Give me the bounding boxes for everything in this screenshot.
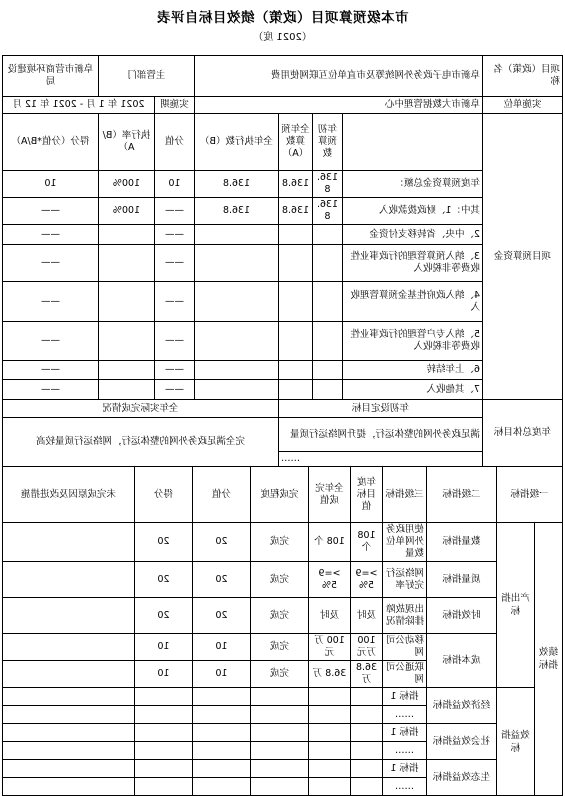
funds-initial: 136.8: [313, 171, 343, 198]
perf-value: 20: [192, 598, 250, 634]
funds-score: ——: [2, 322, 98, 361]
benefit-l2: 生态效益指标: [426, 760, 496, 796]
perf-target: 36.8 万: [350, 661, 382, 688]
funds-row: [2, 171, 562, 198]
funds-exec: [194, 361, 278, 380]
funds-initial: [313, 245, 343, 282]
funds-score: ——: [2, 225, 98, 245]
funds-rate: 100%: [98, 198, 154, 225]
perf-l2: 数量指标: [426, 523, 496, 562]
perf-degree: 完成: [250, 598, 308, 634]
perf-l3: 使用政务外网单位数量: [382, 523, 426, 562]
benefit-item: 指标 1: [382, 760, 426, 778]
perf-header-reason: 未完成原因及改进措施: [2, 467, 134, 523]
perf-target: 100 万元: [350, 634, 382, 661]
perf-l3: 网络运行完好率: [382, 562, 426, 598]
perf-reason: [2, 562, 134, 598]
project-name: 阜新市电子政务外网统筹及市直单位互联网使用费: [194, 56, 482, 97]
perf-header-done: 全年完成值: [308, 467, 350, 523]
funds-score-value: ——: [154, 245, 194, 282]
perf-done: 及时: [308, 598, 350, 634]
funds-row-label: 6、上年结转: [343, 361, 483, 380]
benefit-l2: 经济效益指标: [426, 688, 496, 724]
perf-l3: 移动公司网: [382, 634, 426, 661]
perf-header-target: 年度目标值: [350, 467, 382, 523]
perf-header-l1: 一级指标: [496, 467, 562, 523]
goals-planned: 满足政务外网的整体运行，提升网络运行质量: [279, 418, 483, 452]
perf-group-label: 绩效指标: [535, 523, 563, 796]
funds-row: [2, 380, 562, 400]
perf-degree: 完成: [250, 562, 308, 598]
funds-exec: 136.8: [194, 198, 278, 225]
benefit-item: ……: [382, 706, 426, 724]
perf-reason: [2, 598, 134, 634]
funds-header-initial: 年初预算数: [313, 114, 343, 171]
period-value: 2021 年 1 月 - 2021 年 12 月: [2, 97, 154, 114]
funds-row-label: 年度预算资金总额：: [343, 171, 483, 198]
funds-score: ——: [2, 198, 98, 225]
perf-reason: [2, 634, 134, 661]
perf-row: [2, 562, 562, 598]
funds-row: [2, 225, 562, 245]
funds-initial: 136.8: [313, 198, 343, 225]
perf-degree: 完成: [250, 523, 308, 562]
perf-score: 10: [134, 661, 192, 688]
funds-exec: 136.8: [194, 171, 278, 198]
funds-rate: [98, 225, 154, 245]
funds-exec: [194, 322, 278, 361]
perf-row: [2, 523, 562, 562]
perf-l2: 时效指标: [426, 598, 496, 634]
period-label: 实施期: [154, 97, 194, 114]
funds-initial: [313, 361, 343, 380]
funds-row-label: 4、纳入政府性基金预算管理收入: [343, 282, 483, 322]
funds-score-value: 10: [154, 171, 194, 198]
funds-score: 10: [2, 171, 98, 198]
funds-score-value: ——: [154, 225, 194, 245]
perf-header-l3: 三级指标: [382, 467, 426, 523]
perf-score: 10: [134, 634, 192, 661]
perf-done: >=95%: [308, 562, 350, 598]
perf-score: 20: [134, 562, 192, 598]
benefit-item: 指标 1: [382, 724, 426, 742]
perf-l3: 出现故障排除情况: [382, 598, 426, 634]
perf-degree: 完成: [250, 634, 308, 661]
funds-row: [2, 322, 562, 361]
funds-row: [2, 198, 562, 225]
perf-value: 10: [192, 661, 250, 688]
perf-value: 10: [192, 634, 250, 661]
funds-score-value: ——: [154, 198, 194, 225]
funds-row-label: 3、纳入预算管理的行政事业性收费等非税收入: [343, 245, 483, 282]
funds-header-value: 分值: [154, 114, 194, 171]
benefit-row: [2, 724, 562, 742]
perf-reason: [2, 661, 134, 688]
funds-full: [279, 380, 313, 400]
funds-full: [279, 245, 313, 282]
funds-full: 136.8: [279, 198, 313, 225]
page-subtitle: （2021 度）: [253, 32, 312, 43]
funds-header-score: 得分（分值*B/A）: [2, 114, 98, 171]
perf-done: 108 个: [308, 523, 350, 562]
funds-row: [2, 282, 562, 322]
perf-l2: 成本指标: [426, 634, 496, 688]
benefit-item: ……: [382, 778, 426, 796]
funds-score-value: ——: [154, 282, 194, 322]
goals-section-label: 年度总体目标: [483, 400, 563, 467]
funds-exec: [194, 282, 278, 322]
performance-indicator-table: [2, 466, 563, 796]
perf-l3: 联通公司网: [382, 661, 426, 688]
perf-reason: [2, 523, 134, 562]
goals-planned-header: 年初设定目标: [279, 400, 483, 418]
goals-ellipsis: ……: [279, 452, 483, 467]
benefit-item: ……: [382, 742, 426, 760]
perf-header-score: 得分: [134, 467, 192, 523]
perf-header-l2: 二级指标: [426, 467, 496, 523]
funds-section-label: 项目预算资金: [483, 114, 563, 400]
dept-label: 主管部门: [98, 56, 194, 97]
funds-initial: [313, 322, 343, 361]
funds-score-value: ——: [154, 361, 194, 380]
funds-row-label: 7、其他收入: [343, 380, 483, 400]
funds-exec: [194, 245, 278, 282]
funds-rate: [98, 361, 154, 380]
funds-full: 136.8: [279, 171, 313, 198]
funds-header-exec: 全年执行数（B）: [194, 114, 278, 171]
funds-score-value: ——: [154, 322, 194, 361]
perf-degree: 完成: [250, 661, 308, 688]
funds-initial: [313, 380, 343, 400]
page-title: 市本级预算项目（政策）绩效目标自评表: [156, 10, 409, 26]
goals-actual-header: 全年实际完成情况: [2, 400, 278, 418]
benefit-label: 效益指标: [496, 688, 534, 796]
benefit-l2: 社会效益指标: [426, 724, 496, 760]
funds-exec: [194, 380, 278, 400]
funds-header-full: 全年预算数（A）: [279, 114, 313, 171]
perf-target: 108 个: [350, 523, 382, 562]
funds-rate: [98, 245, 154, 282]
funds-row-label: 2、中央、省转移支付资金: [343, 225, 483, 245]
project-name-label: 项目（政策）名称: [483, 56, 563, 97]
funds-initial: [313, 282, 343, 322]
impl-label: 实施单位: [483, 97, 563, 114]
perf-done: 100 万元: [308, 634, 350, 661]
perf-value: 20: [192, 523, 250, 562]
project-info-table: [2, 55, 563, 467]
dept-value: 阜新市营商环境建设局: [2, 56, 98, 97]
impl-value: 阜新市大数据管理中心: [194, 97, 482, 114]
funds-rate: 100%: [98, 171, 154, 198]
funds-rate: [98, 282, 154, 322]
funds-score: ——: [2, 282, 98, 322]
perf-done: 36.8 万: [308, 661, 350, 688]
funds-initial: [313, 225, 343, 245]
perf-score: 20: [134, 523, 192, 562]
benefit-row: [2, 688, 562, 706]
funds-rate: [98, 380, 154, 400]
funds-rate: [98, 322, 154, 361]
funds-full: [279, 361, 313, 380]
perf-target: >=95%: [350, 562, 382, 598]
funds-full: [279, 282, 313, 322]
perf-l2: 质量指标: [426, 562, 496, 598]
perf-target: 及时: [350, 598, 382, 634]
perf-value: 20: [192, 562, 250, 598]
perf-row: [2, 634, 562, 661]
funds-row: [2, 361, 562, 380]
benefit-item: 指标 1: [382, 688, 426, 706]
funds-row-label: 其中：1、财政拨款收入: [343, 198, 483, 225]
funds-score: ——: [2, 245, 98, 282]
funds-exec: [194, 225, 278, 245]
perf-score: 20: [134, 598, 192, 634]
funds-row-label: 5、纳入专户管理的行政事业性收费等非税收入: [343, 322, 483, 361]
funds-row: [2, 245, 562, 282]
goals-actual: 完全满足政务外网的整体运行，网络运行质量较高: [2, 418, 278, 467]
funds-score: ——: [2, 380, 98, 400]
benefit-row: [2, 760, 562, 778]
perf-header-degree: 完成程度: [250, 467, 308, 523]
perf-header-value: 分值: [192, 467, 250, 523]
funds-header-rate: 执行率（B/A）: [98, 114, 154, 171]
funds-full: [279, 225, 313, 245]
funds-header-blank: [343, 114, 483, 171]
funds-score: ——: [2, 361, 98, 380]
output-label: 产出指标: [496, 523, 534, 688]
funds-full: [279, 322, 313, 361]
perf-row: [2, 598, 562, 634]
funds-score-value: ——: [154, 380, 194, 400]
